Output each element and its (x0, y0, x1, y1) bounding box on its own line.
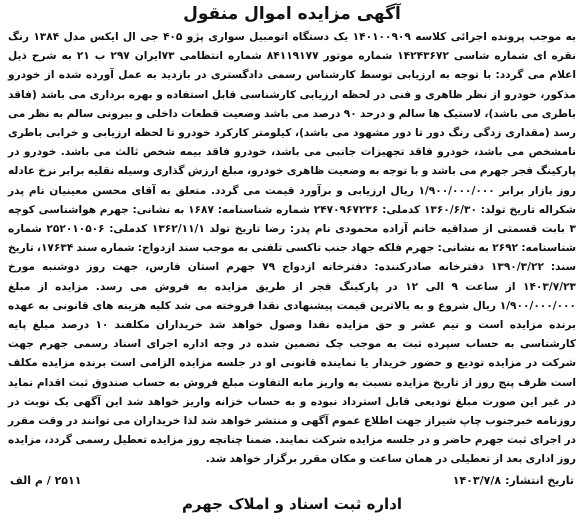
notice-footer (6, 472, 578, 490)
publication-date-label: تاریخ انتشار: (505, 473, 574, 487)
notice-body: به موجب پرونده اجرائی کلاسه ۱۴۰۱۰۰۹۰۹ یک دستگاه اتومبیل سواری پژو ۴۰۵ جی ال ایکس مدل ۱۳۸۴ رنگ نقره ای شماره شاسی ۱۴۲۴۳۶۷۲ شماره موتور ۸۴۱۱۹۱۷۷ شماره انتظامی ۷۳ایران ۲۹۷ ب ۲۱ به شرح ذیل اعلام می گردد: با توجه به ارزیابی توسط کارشناس رسمی دادگستری در بازدید به عمل آورده شده از خودرو مذکور، خودرو از نظر ظاهری و فنی در لحظه ارزیابی کارشناسی قابل استفاده و بهره برداری می باشد (فاقد باطری می باشد)، لاستیک ها سالم و درحد ۹۰ درصد می باشد وضعیت قطعات داخلی و بیرونی سالم به نظر می رسد (مقداری زدگی رنگ دور تا دور مشهود می باشد)، کیلومتر کارکرد خودرو تا لحظه ارزیابی و خرابی باطری نامشخص می باشد، خودرو فاقد تجهیزات جانبی می باشد، خودرو فاقد بیمه شخص ثالث می باشد. خودرو در پارکینگ فجر جهرم می باشد و با توجه به وضعیت ظاهری خودرو، مبلغ ارزش گذاری وسیله نقلیه برابر نرخ عادله روز بازار برابر ۱/۹۰۰/۰۰۰/۰۰۰ ریال ارزیابی و برآورد قیمت می گردد. متعلق به آقای محسن معینیان نام پدر شکراله تاریخ تولد: ۱۳۶۰/۶/۳۰ کدملی: ۲۴۷۰۹۶۷۲۳۶ شماره شناسنامه: ۱۶۸۷ به نشانی: جهرم هواشناسی کوچه ۳ بابت قسمتی از صداقیه خانم آزاده محمودی نام پدر: رضا تاریخ تولد ۱۳۶۲/۱۱/۱ کدملی: ۲۵۲۰۱۰۵۰۶ شماره شناسنامه: ۲۶۹۲ به نشانی: جهرم فلکه جهاد جنب تاکسی تلفنی به موجب سند ازدواج: شماره سند ۱۷۶۳۴، تاریخ سند: ۱۳۹۰/۳/۲۲ دفترخانه صادرکننده: دفترخانه ازدواج ۷۹ جهرم استان فارس، جهت روز دوشنبه مورخ ۱۴۰۳/۷/۲۳ از ساعت ۹ الی ۱۲ در پارکینگ فجر از طریق مزایده به فروش می رسد. مزایده از مبلغ ۱/۹۰۰/۰۰۰/۰۰۰ ریال شروع و به بالاترین قیمت پیشنهادی نقدا فروخته می شد کلیه هزینه های قانونی به عهده برنده مزایده است و نیم عشر و حق مزایده نقدا وصول خواهد شد خریداران مکلفند ۱۰ درصد مبلغ پایه کارشناسی به حساب سپرده ثبت به موجب چک تضمین شده در وجه اداره اجرای اسناد رسمی جهرم جهت شرکت در مزایده تودیع و حضور خریدار یا نماینده قانونی او در جلسه مزایده الزامی است برنده مزایده مکلف است ظرف پنج روز از تاریخ مزایده نسبت به واریز مابه التفاوت مبلغ فروش به حساب صندوق ثبت اقدام نماید در غیر این صورت مبلغ تودیعی قابل استرداد نبوده و به حساب خزانه واریز خواهد شد این آگهی یک نوبت در روزنامه خبرجنوب چاپ شیراز جهت اطلاع عموم آگهی و منتشر خواهد شد لذا خریداران می توانند در وقت مقرر در اجرای ثبت جهرم حاضر و در جلسه مزایده شرکت نمایند. ضمنا چنانچه روز مزایده تعطیل رسمی گردد، مزایده روز اداری بعد از تعطیلی در همان ساعت و مکان مقرر برگزار خواهد شد. (8, 31, 577, 466)
publication-date (453, 472, 574, 490)
issuing-office: اداره ثبت اسناد و املاک جهرم (181, 494, 403, 513)
notice-code: ۲۵۱۱ / م الف (10, 473, 82, 487)
notice-title: آگهی مزایده اموال منقول (183, 4, 401, 24)
publication-date-value: ۱۴۰۳/۷/۸ (452, 473, 502, 487)
auction-notice (6, 2, 578, 524)
